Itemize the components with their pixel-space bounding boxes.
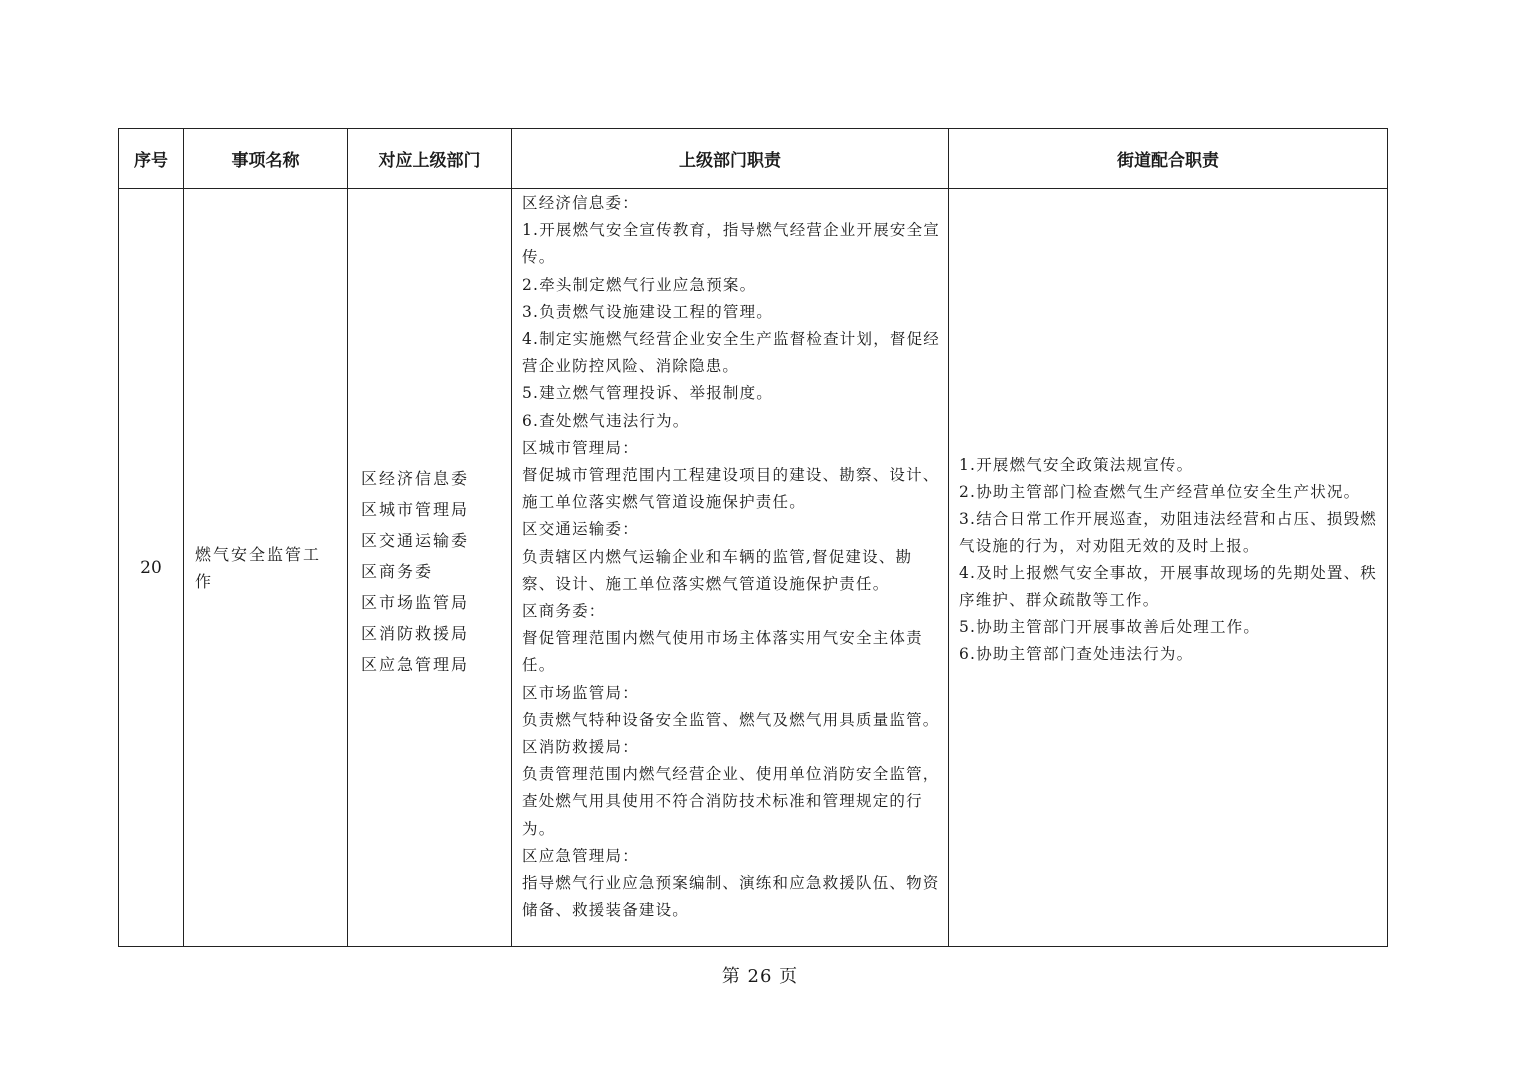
row-item-name: 燃气安全监管工作 [184, 189, 348, 947]
responsibility-line: 4.制定实施燃气经营企业安全生产监督检查计划，督促经营企业防控风险、消除隐患。 [522, 330, 940, 376]
header-seq: 序号 [119, 129, 184, 189]
row-upper-responsibilities [512, 189, 949, 947]
street-duty-line: 1.开展燃气安全政策法规宣传。 [959, 455, 1194, 474]
department-item: 区经济信息委 [361, 469, 470, 488]
table-header-row [119, 129, 1388, 189]
row-street-responsibilities [949, 189, 1388, 947]
street-duty-line: 2.协助主管部门检查燃气生产经营单位安全生产状况。 [959, 482, 1361, 501]
responsibility-line: 3.负责燃气设施建设工程的管理。 [522, 302, 773, 321]
responsibility-line: 负责燃气特种设备安全监管、燃气及燃气用具质量监管。 [522, 710, 940, 729]
header-upper-responsibilities: 上级部门职责 [512, 129, 949, 189]
responsibility-line: 区市场监管局： [522, 683, 639, 702]
responsibility-line: 督促管理范围内燃气使用市场主体落实用气安全主体责任。 [522, 629, 923, 675]
page-number: 第 26 页 [721, 966, 799, 987]
street-duty-line: 5.协助主管部门开展事故善后处理工作。 [959, 617, 1261, 636]
department-item: 区应急管理局 [361, 655, 470, 674]
responsibility-line: 5.建立燃气管理投诉、举报制度。 [522, 384, 773, 403]
header-street-responsibilities: 街道配合职责 [949, 129, 1388, 189]
responsibility-line: 区消防救援局： [522, 738, 639, 757]
street-duty-line: 3.结合日常工作开展巡查，劝阻违法经营和占压、损毁燃气设施的行为，对劝阻无效的及时上报。 [959, 509, 1377, 555]
row-seq: 20 [119, 189, 184, 947]
street-duty-line: 6.协助主管部门查处违法行为。 [959, 644, 1194, 663]
responsibility-line: 负责辖区内燃气运输企业和车辆的监管,督促建设、勘察、设计、施工单位落实燃气管道设施保护责任。 [522, 547, 913, 593]
street-duty-line: 4.及时上报燃气安全事故，开展事故现场的先期处置、秩序维护、群众疏散等工作。 [959, 563, 1377, 609]
header-upper-department: 对应上级部门 [348, 129, 512, 189]
responsibility-line: 负责管理范围内燃气经营企业、使用单位消防安全监管，查处燃气用具使用不符合消防技术标准和管理规定的行为。 [522, 765, 940, 838]
department-item: 区市场监管局 [361, 593, 470, 612]
department-item: 区消防救援局 [361, 624, 470, 643]
department-item: 区交通运输委 [361, 531, 470, 550]
responsibility-line: 督促城市管理范围内工程建设项目的建设、勘察、设计、施工单位落实燃气管道设施保护责任。 [522, 466, 940, 512]
responsibility-line: 6.查处燃气违法行为。 [522, 411, 690, 430]
responsibility-line: 1.开展燃气安全宣传教育，指导燃气经营企业开展安全宣传。 [522, 221, 940, 267]
responsibility-line: 区商务委： [522, 602, 606, 621]
row-departments [348, 189, 512, 947]
department-item: 区城市管理局 [361, 500, 470, 519]
responsibility-line: 区交通运输委： [522, 520, 639, 539]
department-item: 区商务委 [361, 562, 434, 581]
table-row [119, 189, 1388, 947]
header-item-name: 事项名称 [184, 129, 348, 189]
responsibility-line: 区应急管理局： [522, 846, 639, 865]
responsibility-table [118, 128, 1388, 947]
responsibility-line: 2.牵头制定燃气行业应急预案。 [522, 275, 757, 294]
responsibility-line: 区城市管理局： [522, 438, 639, 457]
responsibility-line: 指导燃气行业应急预案编制、演练和应急救援队伍、物资储备、救援装备建设。 [522, 874, 940, 920]
responsibility-line: 区经济信息委： [522, 194, 639, 212]
